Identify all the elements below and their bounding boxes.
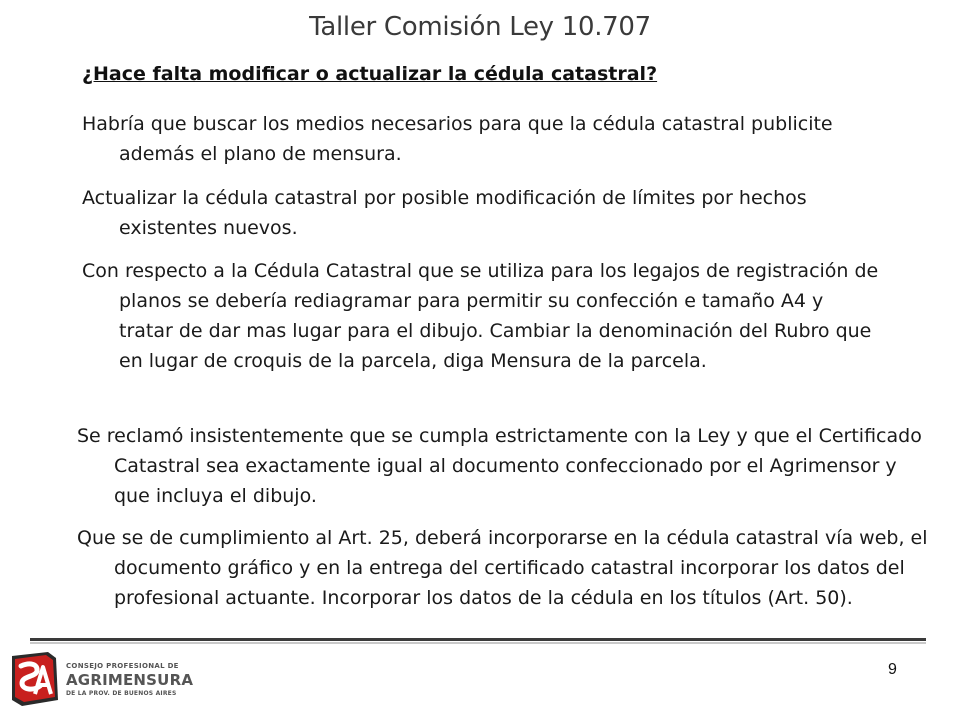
question-heading: ¿Hace falta modificar o actualizar la cédula catastral? <box>82 63 658 85</box>
paragraph-actualizar-limites: Actualizar la cédula catastral por posible modificación de límites por hechos existentes nuevos. <box>82 187 807 239</box>
paragraph-publicidad-plano: Habría que buscar los medios necesarios para que la cédula catastral publicite además el plano de mensura. <box>82 113 833 165</box>
paragraph-art-25: Que se de cumplimiento al Art. 25, deberá incorporarse en la cédula catastral vía web, el documento gráfico y en la entrega del certificado catastral incorporar los datos del profesional actuante. Incorporar los datos de la cédula en los títulos (Art. 50). <box>77 527 928 609</box>
organization-line-1: CONSEJO PROFESIONAL DE <box>66 662 179 670</box>
organization-name <box>66 662 193 697</box>
paragraph-reclamo-ley: Se reclamó insistentemente que se cumpla estrictamente con la Ley y que el Certificado Catastral sea exactamente igual al documento confeccionado por el Agrimensor y que incluya el dibujo. <box>77 425 922 507</box>
organization-line-3: DE LA PROV. DE BUENOS AIRES <box>66 690 177 697</box>
organization-line-2: AGRIMENSURA <box>66 671 194 689</box>
page-number: 9 <box>888 661 897 678</box>
footer-divider-shadow <box>30 642 926 644</box>
agrimensura-logo-icon <box>8 650 60 708</box>
footer-divider <box>30 638 926 641</box>
slide-title: Taller Comisión Ley 10.707 <box>309 12 651 42</box>
paragraph-legajos-registracion: Con respecto a la Cédula Catastral que se utiliza para los legajos de registración de planos se debería rediagramar para permitir su confección e tamaño A4 y tratar de dar mas lugar para el dibujo. Cambiar la denominación del Rubro que en lugar de croquis de la parcela, diga Mensura de la parcela. <box>82 260 879 372</box>
